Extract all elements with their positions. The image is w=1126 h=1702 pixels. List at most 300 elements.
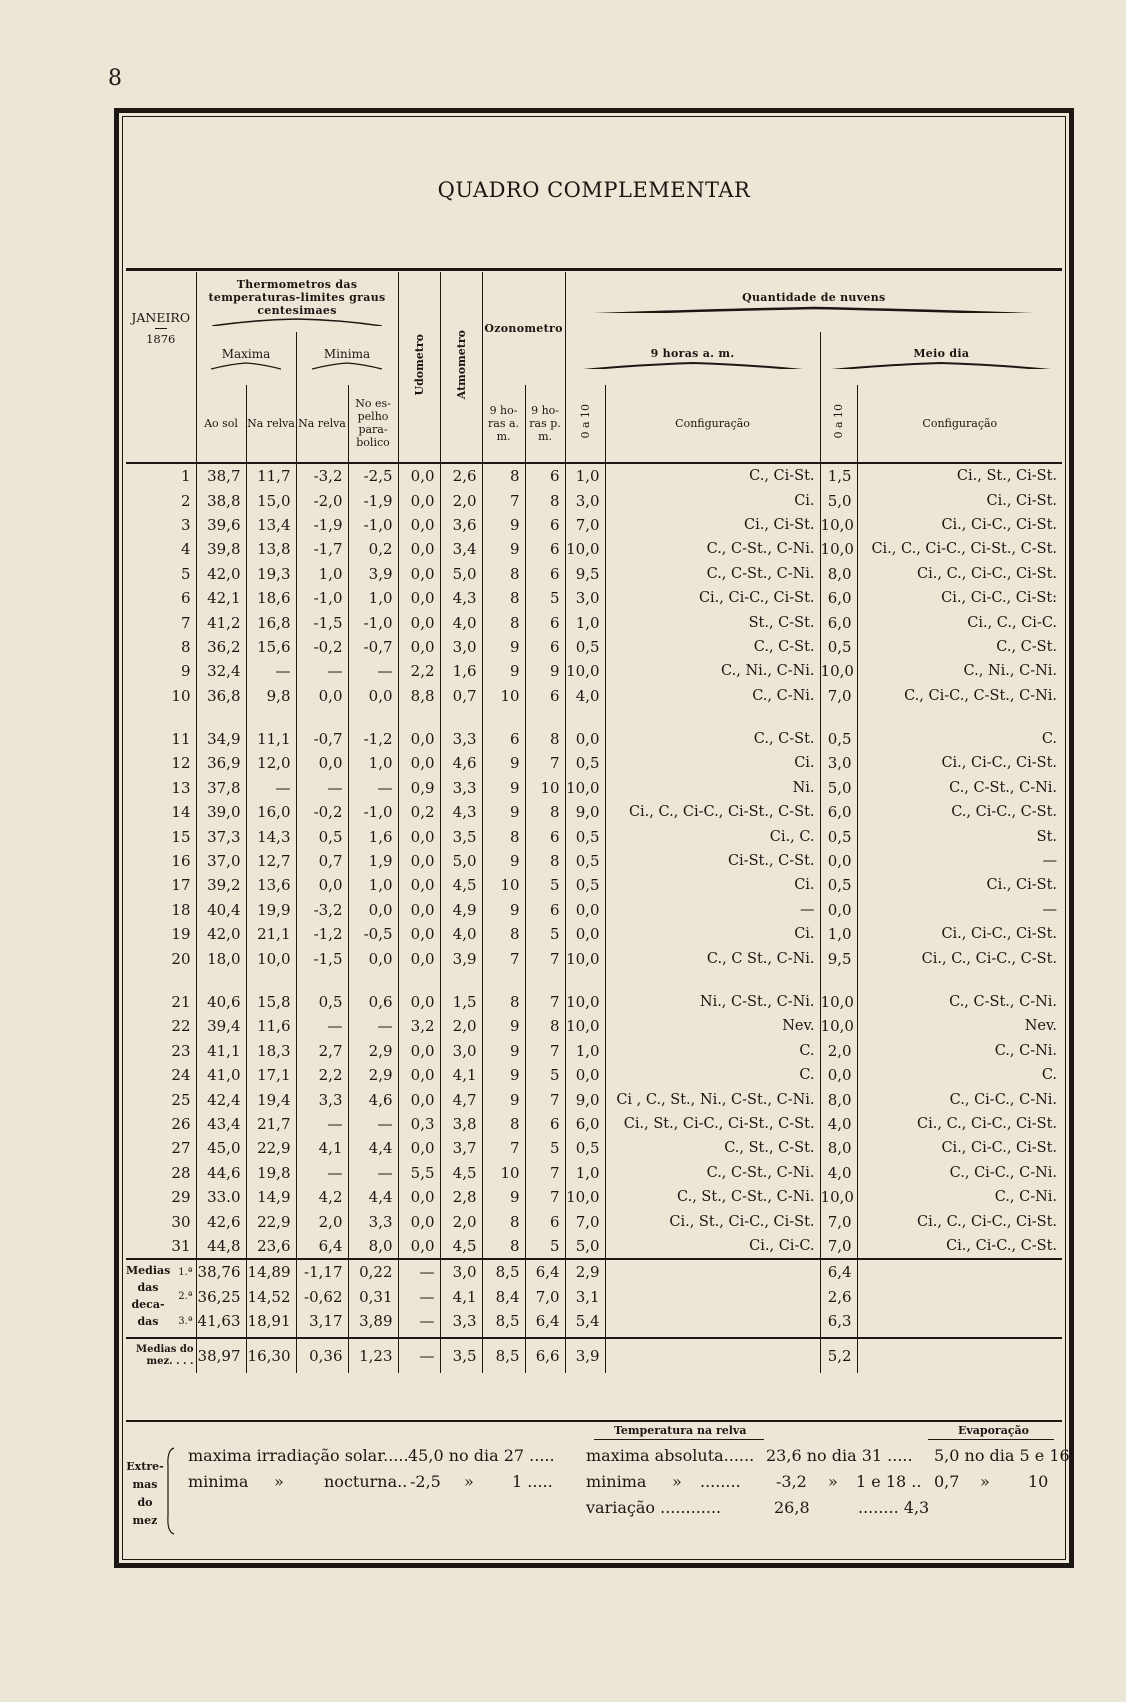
gap-cell [482, 971, 525, 990]
cell-col-11: 7,0 [820, 684, 857, 708]
cell-col-12: C., Ni., C-Ni. [963, 663, 1058, 680]
cell-col-10: Ci., C., Ci-C., Ci-St., C-St. [605, 800, 820, 824]
cell-col-11: 0,0 [820, 1063, 857, 1087]
cell-col-4: 3,9 [348, 562, 398, 586]
cell-col-9: 5,4 [565, 1309, 605, 1333]
blank-header [126, 385, 196, 463]
cell-col-10: C., C-Ni. [605, 684, 820, 708]
table-row [126, 849, 1062, 873]
cell-col-4: 1,0 [348, 751, 398, 775]
table-row [126, 513, 1062, 537]
cell-col-1: 37,0 [196, 849, 246, 873]
cell-col-3: 3,3 [296, 1087, 348, 1111]
cell-col-11: 4,0 [820, 1161, 857, 1185]
cell-col-1: 42,1 [196, 586, 246, 610]
cell-col-1: 39,2 [196, 873, 246, 897]
table-row [126, 946, 1062, 970]
cell-col-10 [605, 1259, 820, 1284]
cell-col-4: 4,6 [348, 1087, 398, 1111]
cell-col-3: — [296, 1112, 348, 1136]
cell-col-0: 12 [126, 751, 196, 775]
udometro-header [398, 272, 440, 463]
cell-col-10: Ci. [605, 488, 820, 512]
cell-col-5: 0,0 [398, 990, 440, 1014]
cell-col-2: 16,30 [246, 1338, 296, 1373]
cell-col-10: Nev. [605, 1014, 820, 1038]
cell-col-7: 8 [482, 990, 525, 1014]
cell-col-2: 19,9 [246, 898, 296, 922]
cell-col-7: 9 [482, 1185, 525, 1209]
scale-1-label: 0 a 10 [578, 404, 592, 439]
cell-col-4: 0,2 [348, 537, 398, 561]
cell-col-5: 0,0 [398, 751, 440, 775]
cell-col-11: 6,0 [820, 800, 857, 824]
cell-col-12: Ci., St., Ci-St. [956, 468, 1058, 485]
cell-col-10 [605, 1285, 820, 1309]
cell-col-11: 6,4 [820, 1259, 857, 1284]
cell-col-3: 1,0 [296, 562, 348, 586]
cell-col-3: -0,2 [296, 635, 348, 659]
cell-col-9: 10,0 [565, 659, 605, 683]
cell-col-6: 3,3 [440, 776, 482, 800]
cell-col-3: — [296, 1161, 348, 1185]
line1-a: maxima irradiação solar..... [188, 1446, 409, 1465]
cell-col-6: 4,1 [440, 1063, 482, 1087]
cell-col-9: 0,0 [565, 727, 605, 751]
cell-col-5: 8,8 [398, 684, 440, 708]
brace-clouds [574, 305, 1054, 313]
cell-col-8: 6 [525, 537, 565, 561]
cell-col-9: 0,5 [565, 751, 605, 775]
month-dash [155, 328, 167, 329]
cell-col-11: 7,0 [820, 1234, 857, 1259]
cell-col-0: 24 [126, 1063, 196, 1087]
cell-col-6: 2,0 [440, 1209, 482, 1233]
cell-col-1: 39,0 [196, 800, 246, 824]
cell-col-9: 10,0 [565, 537, 605, 561]
cell-col-12: Ci., Ci-C., Ci-St. [941, 1140, 1058, 1157]
cell-col-3: 0,0 [296, 684, 348, 708]
cell-col-2: 11,6 [246, 1014, 296, 1038]
cell-col-6: 4,5 [440, 1234, 482, 1259]
cell-col-9: 0,0 [565, 898, 605, 922]
col-espelho: No es- pelho para- bolico [348, 385, 398, 463]
cell-col-6: 4,9 [440, 898, 482, 922]
gap-cell [196, 971, 246, 990]
cell-col-2: 16,0 [246, 800, 296, 824]
maxima-label: Maxima [221, 346, 271, 361]
cell-col-0: 11 [126, 727, 196, 751]
cell-col-11: 6,3 [820, 1309, 857, 1333]
cell-col-5: 0,0 [398, 610, 440, 634]
cell-col-6: 4,6 [440, 751, 482, 775]
cell-col-11: 0,5 [820, 873, 857, 897]
cell-col-9: 1,0 [565, 1039, 605, 1063]
decade-mean-row [126, 1285, 1062, 1309]
gap-cell [857, 708, 1062, 727]
cell-col-0: 1 [126, 463, 196, 488]
cell-col-5: 0,0 [398, 1234, 440, 1259]
cell-col-12: C., C-Ni. [994, 1042, 1058, 1059]
cell-col-2: 15,0 [246, 488, 296, 512]
brace-thermo [212, 318, 382, 326]
cell-col-10 [605, 1309, 820, 1333]
cell-col-9: 7,0 [565, 1209, 605, 1233]
decade-means-label [126, 1262, 170, 1330]
cell-col-2: 19,4 [246, 1087, 296, 1111]
cell-col-8: 5 [525, 1063, 565, 1087]
cell-col-10: Ci , C., St., Ni., C-St., C-Ni. [605, 1087, 820, 1111]
table-row [126, 1063, 1062, 1087]
line2-b2: » [464, 1472, 474, 1491]
cell-col-8: 8 [525, 727, 565, 751]
cell-col-3: 6,4 [296, 1234, 348, 1259]
cell-col-2: 13,6 [246, 873, 296, 897]
cell-col-4: 3,3 [348, 1209, 398, 1233]
cell-col-4: -1,0 [348, 513, 398, 537]
cell-col-6: 5,0 [440, 849, 482, 873]
cell-col-2: 18,6 [246, 586, 296, 610]
decade-gap [126, 708, 1062, 727]
cell-col-7: 9 [482, 1039, 525, 1063]
line3-d: 26,8 [774, 1498, 810, 1517]
cell-col-5: — [398, 1259, 440, 1284]
cell-col-8: 10 [525, 776, 565, 800]
cell-col-3: -1,9 [296, 513, 348, 537]
cell-col-12: Ci., C., Ci-C., Ci-St. [917, 1213, 1058, 1230]
table-row [126, 586, 1062, 610]
cell-col-8: 8 [525, 1014, 565, 1038]
cell-col-0: 31 [126, 1234, 196, 1259]
gap-cell [126, 708, 196, 727]
cell-col-3: — [296, 776, 348, 800]
table-row [126, 1014, 1062, 1038]
cell-col-8: 7 [525, 1161, 565, 1185]
cell-col-11: 10,0 [820, 990, 857, 1014]
thermometers-header [196, 272, 398, 332]
cell-col-2: 21,1 [246, 922, 296, 946]
cell-col-9: 2,9 [565, 1259, 605, 1284]
line1-c: maxima absoluta...... [586, 1446, 755, 1465]
atmometro-label: Atmometro [454, 330, 468, 400]
cell-col-3: 0,0 [296, 751, 348, 775]
cell-col-5: 0,0 [398, 1087, 440, 1111]
decade-mean-row [126, 1309, 1062, 1333]
line2-d3: 1 e 18 .. [856, 1472, 922, 1491]
cell-col-2: 14,9 [246, 1185, 296, 1209]
cell-col-10: C. [605, 1039, 820, 1063]
cell-col-0: 28 [126, 1161, 196, 1185]
gap-cell [857, 971, 1062, 990]
footer-head-evap: Evaporação [958, 1424, 1030, 1437]
cell-col-11: 3,0 [820, 751, 857, 775]
cell-col-11: 0,5 [820, 824, 857, 848]
cell-col-9: 4,0 [565, 684, 605, 708]
line2-a: minima [188, 1472, 249, 1491]
cell-col-6: 5,0 [440, 562, 482, 586]
line2-a3: nocturna.. [324, 1472, 408, 1491]
cell-col-10: Ci-St., C-St. [605, 849, 820, 873]
cell-col-0: 3 [126, 513, 196, 537]
cell-col-0: 18 [126, 898, 196, 922]
cell-col-9: 0,5 [565, 873, 605, 897]
gap-cell [246, 708, 296, 727]
cell-col-7: 9 [482, 1014, 525, 1038]
table-row [126, 463, 1062, 488]
cell-col-8: 6 [525, 1112, 565, 1136]
cell-col-7: 7 [482, 488, 525, 512]
cell-col-0: 22 [126, 1014, 196, 1038]
cell-col-10: Ci. [605, 873, 820, 897]
cell-col-5: 0,3 [398, 1112, 440, 1136]
cell-col-5: 0,0 [398, 513, 440, 537]
cell-col-9: 0,0 [565, 922, 605, 946]
cell-col-0: 9 [126, 659, 196, 683]
header-top-rule [126, 268, 1062, 271]
cell-col-2: 11,1 [246, 727, 296, 751]
line2-e: 0,7 [934, 1472, 960, 1491]
cell-col-7: 8 [482, 1234, 525, 1259]
cell-col-8: 9 [525, 659, 565, 683]
cell-col-2: 22,9 [246, 1136, 296, 1160]
col-oz-pm: 9 ho- ras p. m. [525, 385, 565, 463]
cell-col-9: 3,1 [565, 1285, 605, 1309]
cell-col-9: 9,0 [565, 1087, 605, 1111]
cell-col-10: Ci., C. [605, 824, 820, 848]
cell-col-7: 9 [482, 800, 525, 824]
table-row [126, 488, 1062, 512]
cell-col-7: 9 [482, 849, 525, 873]
cell-col-3: -3,2 [296, 898, 348, 922]
cell-col-5: 0,0 [398, 1185, 440, 1209]
cell-col-8: 6,4 [525, 1309, 565, 1333]
cell-col-3: 0,5 [296, 824, 348, 848]
cell-col-12 [857, 1309, 1062, 1333]
cell-col-8: 7 [525, 751, 565, 775]
decade-label-line: das [137, 1315, 159, 1329]
cell-col-3: -0,62 [296, 1285, 348, 1309]
cell-col-3: -1,5 [296, 610, 348, 634]
cell-col-10: — [605, 898, 820, 922]
cell-col-7: 7 [482, 1136, 525, 1160]
cell-col-0: 6 [126, 586, 196, 610]
cell-col-2: 22,9 [246, 1209, 296, 1233]
cell-col-2: 12,0 [246, 751, 296, 775]
gap-cell [525, 971, 565, 990]
cell-col-1: 39,8 [196, 537, 246, 561]
table-row [126, 1087, 1062, 1111]
cell-col-5: 0,0 [398, 537, 440, 561]
cell-col-7: 9 [482, 659, 525, 683]
cell-col-3: -1,17 [296, 1259, 348, 1284]
cell-col-4: — [348, 776, 398, 800]
cell-col-4: 1,9 [348, 849, 398, 873]
decade-label-line: deca- [131, 1298, 165, 1312]
cell-col-12: C., Ci-C., C-Ni. [949, 1164, 1058, 1181]
cell-col-0: 21 [126, 990, 196, 1014]
cell-col-3: 0,7 [296, 849, 348, 873]
cell-col-6: 4,5 [440, 873, 482, 897]
cell-col-2: 19,8 [246, 1161, 296, 1185]
cell-col-11: 10,0 [820, 659, 857, 683]
cell-col-5: 0,0 [398, 849, 440, 873]
cell-col-7: 8,5 [482, 1259, 525, 1284]
line2-e3: 10 [1028, 1472, 1049, 1491]
cell-col-12 [857, 1259, 1062, 1284]
gap-cell [348, 708, 398, 727]
cell-col-7: 9 [482, 776, 525, 800]
cell-col-9: 10,0 [565, 946, 605, 970]
minima-label: Minima [323, 346, 371, 361]
cell-col-6: 4,0 [440, 922, 482, 946]
cell-col-9: 3,0 [565, 488, 605, 512]
cell-col-8: 5 [525, 1234, 565, 1259]
cell-col-4: 1,6 [348, 824, 398, 848]
col-oz-am-visible: 9 ho- ras a. m. [482, 385, 525, 463]
cell-col-6: 3,5 [440, 824, 482, 848]
table-row [126, 922, 1062, 946]
cell-col-12: Ci., Ci-C., C-St. [946, 1237, 1058, 1254]
cell-col-2: 17,1 [246, 1063, 296, 1087]
cell-col-6: 3,3 [440, 1309, 482, 1333]
table-row [126, 776, 1062, 800]
month-label: JANEIRO [131, 310, 191, 326]
cell-col-1: 33.0 [196, 1185, 246, 1209]
cell-col-7: 7 [482, 946, 525, 970]
footer-brace [164, 1446, 176, 1536]
cell-col-10: Ci., St., Ci-C., Ci-St. [605, 1209, 820, 1233]
table-row [126, 659, 1062, 683]
cell-col-10: C., C St., C-Ni. [605, 946, 820, 970]
cell-col-1: 36,2 [196, 635, 246, 659]
cell-col-11: 4,0 [820, 1112, 857, 1136]
cell-col-0: 27 [126, 1136, 196, 1160]
cell-col-2: 23,6 [246, 1234, 296, 1259]
cell-col-6: 1,6 [440, 659, 482, 683]
cell-col-6: 2,0 [440, 1014, 482, 1038]
cell-col-5: 0,9 [398, 776, 440, 800]
cell-col-12: Ci., Ci-St. [986, 877, 1058, 894]
cell-col-10: Ni. [605, 776, 820, 800]
month-header [126, 272, 196, 385]
cell-col-8: 6 [525, 635, 565, 659]
table-row [126, 824, 1062, 848]
brace-maxima [211, 362, 281, 370]
decade-gap [126, 971, 1062, 990]
footer-line-1 [188, 1446, 409, 1465]
cell-col-8: 6 [525, 610, 565, 634]
cell-col-8: 7 [525, 990, 565, 1014]
cell-col-11: 0,5 [820, 727, 857, 751]
cell-col-1: 44,6 [196, 1161, 246, 1185]
cell-col-10: C., C-St. [605, 635, 820, 659]
cell-col-2: 9,8 [246, 684, 296, 708]
maxima-header [196, 332, 296, 385]
cell-col-7: 9 [482, 751, 525, 775]
brace-midday [831, 361, 1051, 369]
cell-col-6: 4,7 [440, 1087, 482, 1111]
cell-col-7: 8 [482, 1112, 525, 1136]
cell-col-6: 3,5 [440, 1338, 482, 1373]
cell-col-12: C., C-St., C-Ni. [949, 994, 1058, 1010]
cell-col-7: 8 [482, 463, 525, 488]
cell-col-3: -0,2 [296, 800, 348, 824]
line1-e: 5,0 no dia 5 e 16 [934, 1446, 1070, 1465]
table-row [126, 727, 1062, 751]
cell-col-12: Ci., C., Ci-C. [967, 614, 1058, 631]
line2-c: minima [586, 1472, 647, 1491]
cell-col-1: 42,6 [196, 1209, 246, 1233]
cell-col-3: 0,36 [296, 1338, 348, 1373]
cell-col-1: 38,7 [196, 463, 246, 488]
page-number: 8 [108, 66, 122, 91]
cell-col-4: — [348, 1014, 398, 1038]
cell-col-11: 6,0 [820, 610, 857, 634]
cell-col-3: -2,0 [296, 488, 348, 512]
cell-col-12: Ci., C., Ci-C., C-St. [921, 950, 1058, 967]
table-row [126, 537, 1062, 561]
cell-col-1: 32,4 [196, 659, 246, 683]
cell-col-2: 13,8 [246, 537, 296, 561]
table-row [126, 562, 1062, 586]
cell-col-12: C. [1041, 731, 1058, 748]
decade-ordinal: 3.ª [178, 1315, 193, 1327]
table-row [126, 990, 1062, 1014]
table-row [126, 751, 1062, 775]
cell-col-10: Ci., Ci-C. [605, 1234, 820, 1259]
cell-col-11: 10,0 [820, 1185, 857, 1209]
cell-col-4: — [348, 1112, 398, 1136]
cell-col-0: 16 [126, 849, 196, 873]
gap-cell [348, 971, 398, 990]
cell-col-8: 7 [525, 1185, 565, 1209]
cell-col-5: 0,0 [398, 873, 440, 897]
cell-col-8: 6 [525, 824, 565, 848]
brace-nine-am [583, 361, 803, 369]
gap-cell [246, 971, 296, 990]
cell-col-7: 10 [482, 873, 525, 897]
gap-cell [605, 971, 820, 990]
gap-cell [126, 971, 196, 990]
cell-col-5: 0,0 [398, 1209, 440, 1233]
line1-b: 45,0 no dia 27 ..... [408, 1446, 555, 1465]
cell-col-12: C., C-St. [996, 638, 1058, 655]
cell-col-0: 14 [126, 800, 196, 824]
cell-col-1: 38,97 [196, 1338, 246, 1373]
cell-col-7: 9 [482, 1087, 525, 1111]
cell-col-1: 45,0 [196, 1136, 246, 1160]
line2-b3: 1 ..... [512, 1472, 553, 1491]
cell-col-12 [857, 1285, 1062, 1309]
cell-col-4: 1,23 [348, 1338, 398, 1373]
cell-col-4: -1,0 [348, 610, 398, 634]
cell-col-6: 4,0 [440, 610, 482, 634]
cell-col-7: 9 [482, 513, 525, 537]
cell-col-7: 9 [482, 537, 525, 561]
udometro-label: Udometro [412, 334, 426, 396]
cell-col-10: C., St., C-St. [605, 1136, 820, 1160]
gap-cell [565, 971, 605, 990]
cell-col-1: 38,8 [196, 488, 246, 512]
cell-col-12: Ci., Ci-C., Ci-St. [941, 755, 1058, 772]
cell-col-1: 44,8 [196, 1234, 246, 1259]
decade-mean-row [126, 1259, 1062, 1284]
cell-col-12: Ci., Ci-St. [986, 492, 1058, 509]
cell-col-1: 37,8 [196, 776, 246, 800]
cell-col-2: 18,3 [246, 1039, 296, 1063]
cell-col-11: 1,0 [820, 922, 857, 946]
cell-col-10: C., C-St. [605, 727, 820, 751]
